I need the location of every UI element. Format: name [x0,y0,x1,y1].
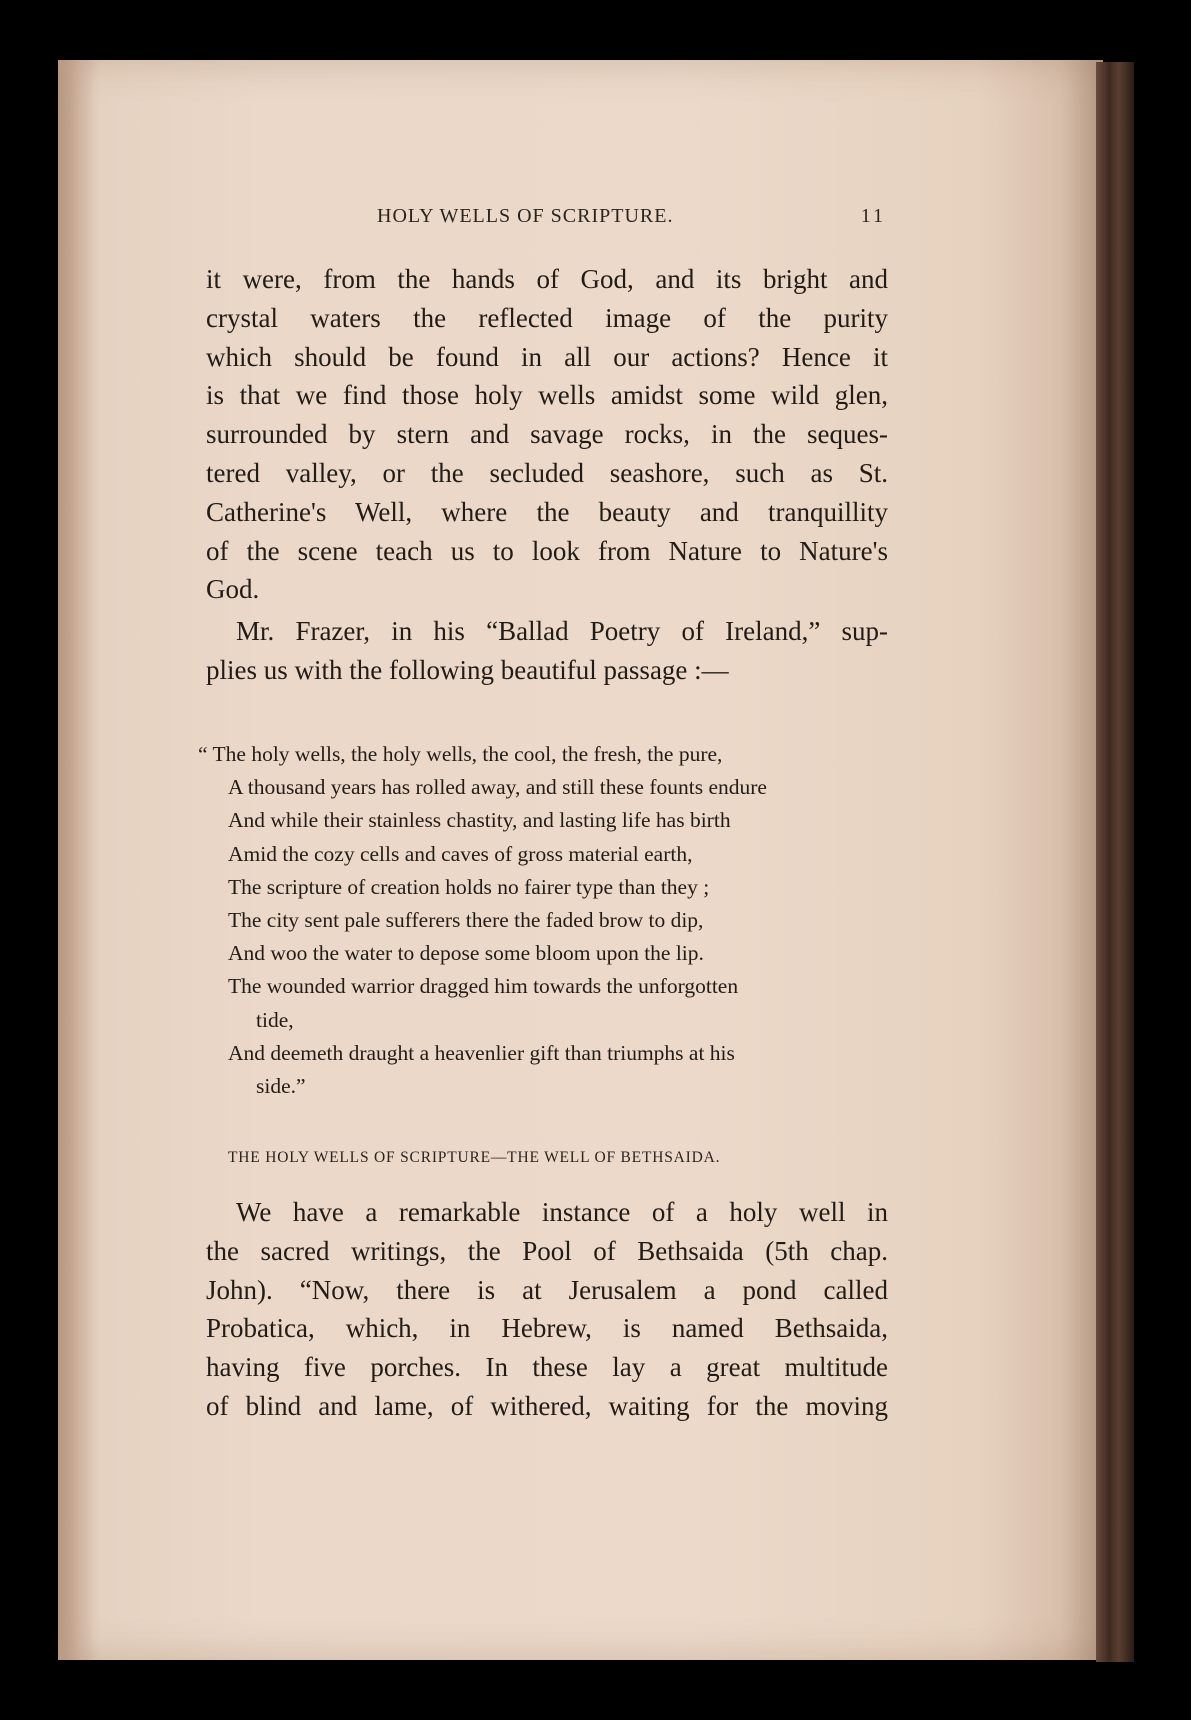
verse-line: And while their stainless chastity, and lasting life has birth [228,808,731,833]
paragraph-2 [206,612,888,690]
verse-line: And woo the water to depose some bloom upon the lip. [228,941,704,966]
text-line: of the scene teach us to look from Nature to Nature's [206,535,888,566]
verse-line: The wounded warrior dragged him towards the unforgotten [228,974,739,999]
page-header [206,205,886,235]
page-number: 11 [860,205,886,227]
verse-line: “ The holy wells, the holy wells, the cool, the fresh, the pure, [198,742,723,766]
text-line: tered valley, or the secluded seashore, such as St. [206,457,888,488]
running-title: HOLY WELLS OF SCRIPTURE. [377,205,674,227]
text-line: Catherine's Well, where the beauty and tranquillity [206,496,888,527]
text-line: God. [206,574,260,605]
text-line: of blind and lame, of withered, waiting for the moving [206,1390,888,1421]
verse-line: side.” [256,1074,306,1099]
verse-line: And deemeth draught a heavenlier gift than triumphs at his [228,1040,735,1065]
paragraph-3 [206,1193,888,1426]
text-line: it were, from the hands of God, and its bright and [206,264,888,294]
text-line: Mr. Frazer, in his “Ballad Poetry of Ireland,” sup- [236,616,888,646]
section-heading: THE HOLY WELLS OF SCRIPTURE—THE WELL OF BETHSAIDA. [228,1149,721,1166]
text-line: Probatica, which, in Hebrew, is named Bethsaida, [206,1313,888,1344]
verse-line: Amid the cozy cells and caves of gross material earth, [228,841,693,866]
text-line: We have a remarkable instance of a holy well in [236,1197,888,1227]
text-line: plies us with the following beautiful passage :— [206,654,729,685]
text-line: crystal waters the reflected image of the purity [206,302,888,333]
text-line: John). “Now, there is at Jerusalem a pond called [206,1274,888,1305]
text-line: having five porches. In these lay a great multitude [206,1352,888,1383]
verse-line: A thousand years has rolled away, and still these founts endure [228,775,767,800]
page-gutter [58,60,94,1660]
page-edge [1096,62,1134,1662]
verse-line: The city sent pale sufferers there the faded brow to dip, [228,908,704,933]
text-line: the sacred writings, the Pool of Bethsaida (5th chap. [206,1235,888,1266]
verse-line: tide, [256,1007,294,1032]
text-line: is that we find those holy wells amidst some wild glen, [206,380,888,411]
verse-line: The scripture of creation holds no fairer type than they ; [228,874,710,899]
verse-quotation [198,738,894,1103]
text-line: which should be found in all our actions? Hence it [206,341,888,372]
text-line: surrounded by stern and savage rocks, in the seques- [206,419,888,450]
paragraph-1 [206,260,888,609]
